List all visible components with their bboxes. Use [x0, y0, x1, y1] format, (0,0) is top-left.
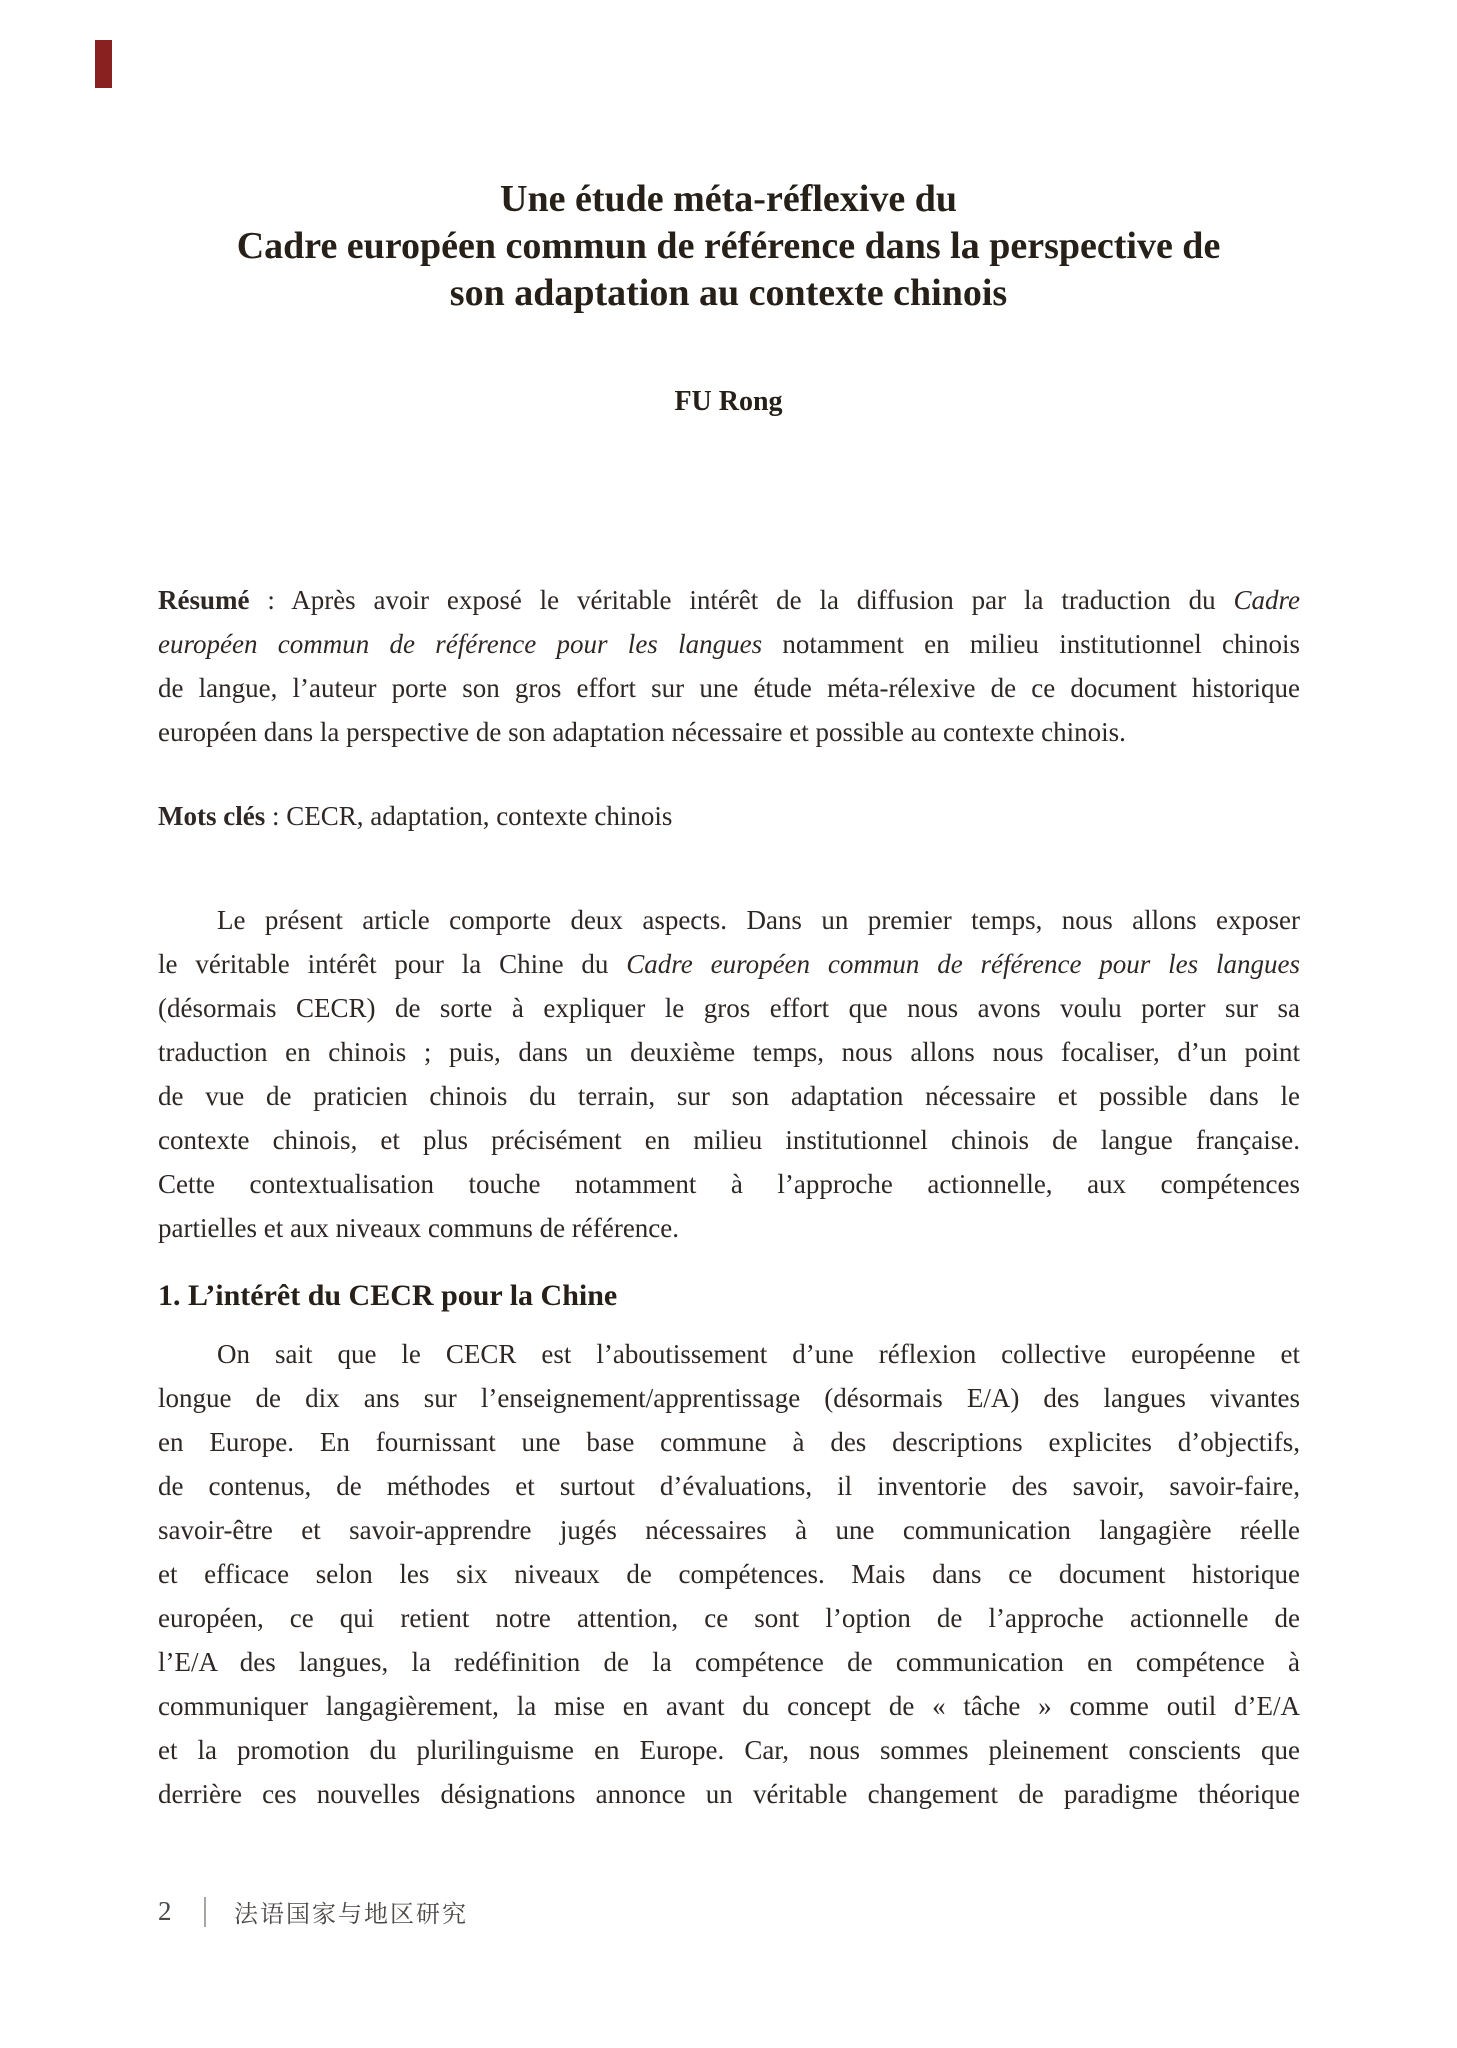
section-1-heading: 1. L’intérêt du CECR pour la Chine	[158, 1279, 618, 1312]
text-line: en Europe. En fournissant une base commune à des descriptions explicites d’objectifs,	[158, 1427, 1300, 1457]
keywords-line	[158, 794, 1300, 838]
text-line: Mots clés : CECR, adaptation, contexte chinois	[158, 801, 673, 831]
title-line: son adaptation au contexte chinois	[449, 272, 1008, 314]
text-line: savoir-être et savoir-apprendre jugés nécessaires à une communication langagière réelle	[158, 1515, 1300, 1545]
text-line: contexte chinois, et plus précisément en milieu institutionnel chinois de langue française.	[158, 1125, 1300, 1155]
text-line: traduction en chinois ; puis, dans un deuxième temps, nous allons nous focaliser, d’un point	[158, 1037, 1300, 1067]
text-line: de langue, l’auteur porte son gros effort sur une étude méta-rélexive de ce document historique	[158, 673, 1300, 703]
text-line: européen dans la perspective de son adaptation nécessaire et possible au contexte chinois.	[158, 717, 1126, 747]
text-line: Le présent article comporte deux aspects. Dans un premier temps, nous allons exposer	[217, 905, 1300, 935]
text-line: l’E/A des langues, la redéfinition de la compétence de communication en compétence à	[158, 1647, 1300, 1677]
article-title	[0, 176, 1457, 317]
red-ribbon-marker	[95, 40, 112, 88]
text-line: partielles et aux niveaux communs de référence.	[158, 1213, 680, 1243]
text-line: Cette contextualisation touche notamment à l’approche actionnelle, aux compétences	[158, 1169, 1300, 1199]
text-line: et efficace selon les six niveaux de compétences. Mais dans ce document historique	[158, 1559, 1300, 1589]
author-name: FU Rong	[674, 386, 783, 417]
abstract-paragraph	[158, 578, 1300, 754]
text-line: On sait que le CECR est l’aboutissement d’une réflexion collective européenne et	[217, 1339, 1300, 1369]
text-line: communiquer langagièrement, la mise en avant du concept de « tâche » comme outil d’E/A	[158, 1691, 1300, 1721]
page-number: 2	[158, 1896, 172, 1926]
text-line: européen commun de référence pour les langues notamment en milieu institutionnel chinois	[158, 629, 1300, 659]
text-line: le véritable intérêt pour la Chine du Cadre européen commun de référence pour les langues	[158, 949, 1300, 979]
page-footer	[158, 1894, 468, 1929]
text-line: Résumé : Après avoir exposé le véritable intérêt de la diffusion par la traduction du Cadre	[158, 585, 1300, 615]
title-line: Cadre européen commun de référence dans la perspective de	[236, 225, 1221, 267]
journal-title: 法语国家与地区研究	[234, 1902, 468, 1928]
text-line: de vue de praticien chinois du terrain, sur son adaptation nécessaire et possible dans le	[158, 1081, 1300, 1111]
text-line: longue de dix ans sur l’enseignement/apprentissage (désormais E/A) des langues vivantes	[158, 1383, 1300, 1413]
title-line: Une étude méta-réflexive du	[500, 178, 957, 220]
text-line: et la promotion du plurilinguisme en Europe. Car, nous sommes pleinement conscients que	[158, 1735, 1300, 1765]
text-line: derrière ces nouvelles désignations annonce un véritable changement de paradigme théorique	[158, 1779, 1300, 1809]
text-line: de contenus, de méthodes et surtout d’évaluations, il inventorie des savoir, savoir-faire,	[158, 1471, 1300, 1501]
intro-paragraph	[158, 898, 1300, 1250]
footer-divider	[204, 1897, 206, 1927]
section-1-paragraph	[158, 1332, 1300, 1816]
text-line: européen, ce qui retient notre attention, ce sont l’option de l’approche actionnelle de	[158, 1603, 1300, 1633]
text-line: (désormais CECR) de sorte à expliquer le gros effort que nous avons voulu porter sur sa	[158, 993, 1300, 1023]
